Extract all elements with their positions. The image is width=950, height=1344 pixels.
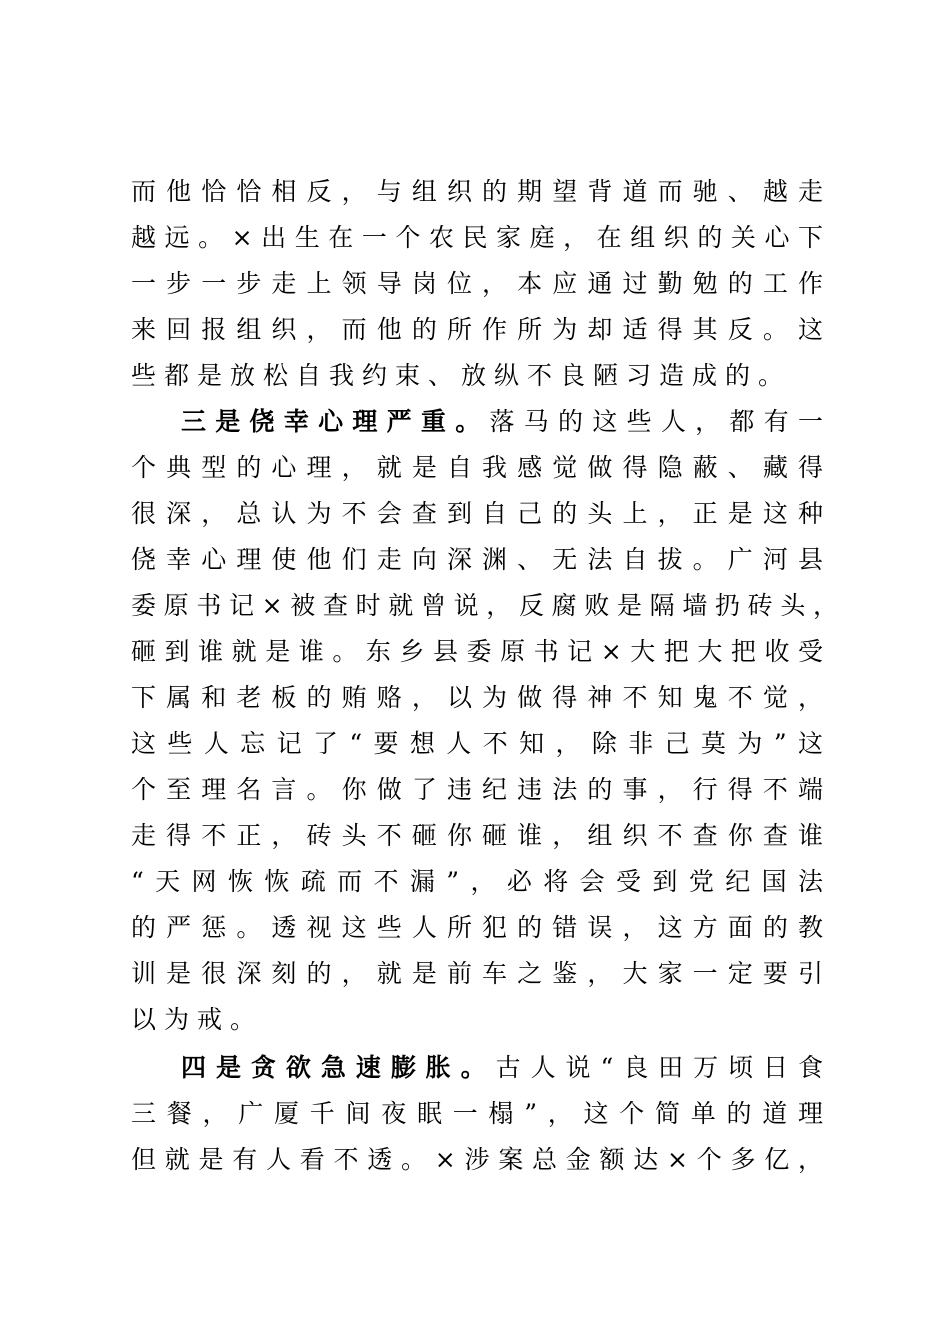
- text-line: 三餐，广厦千间夜眠一榻”，这个简单的道理: [131, 1099, 831, 1128]
- text-line: 委原书记×被查时就曾说，反腐败是隔墙扔砖头，: [131, 591, 843, 620]
- paragraph-heading: 三是侥幸心理严重。: [181, 407, 490, 436]
- text-line: 下属和老板的贿赂，以为做得神不知鬼不觉，: [131, 683, 831, 712]
- text-line: 来回报组织，而他的所作所为却适得其反。这: [131, 315, 831, 344]
- text-line: 这些人忘记了“要想人不知，除非己莫为”这: [131, 729, 831, 758]
- paragraph-first-line: [181, 1052, 831, 1084]
- paragraph-heading: 四是贪欲急速膨胀。: [181, 1053, 496, 1082]
- text-line: 越远。×出生在一个农民家庭，在组织的关心下: [131, 223, 831, 252]
- text-line: 砸到谁就是谁。东乡县委原书记×大把大把收受: [131, 637, 831, 666]
- text-line: 一步一步走上领导岗位，本应通过勤勉的工作: [131, 269, 831, 298]
- text-line: 但就是有人看不透。×涉案总金额达×个多亿，: [131, 1145, 831, 1174]
- text-line: 侥幸心理使他们走向深渊、无法自拔。广河县: [131, 545, 831, 574]
- text-line: 个至理名言。你做了违纪违法的事，行得不端: [131, 775, 831, 804]
- text-line: 训是很深刻的，就是前车之鉴，大家一定要引: [131, 959, 831, 988]
- text-line: 的严惩。透视这些人所犯的错误，这方面的教: [131, 913, 831, 942]
- text-line: 走得不正，砖头不砸你砸谁，组织不查你查谁: [131, 821, 831, 850]
- text-line: 以为戒。: [131, 1005, 264, 1034]
- text-line: 个典型的心理，就是自我感觉做得隐蔽、藏得: [131, 453, 831, 482]
- text-line: 很深，总认为不会查到自己的头上，正是这种: [131, 499, 831, 528]
- text-line: 些都是放松自我约束、放纵不良陋习造成的。: [131, 361, 792, 390]
- paragraph-text: 落马的这些人，都有一: [489, 407, 831, 436]
- paragraph-first-line: [181, 406, 831, 438]
- paragraph-text: 古人说“良田万顷日食: [495, 1053, 831, 1082]
- text-line: “天网恢恢疏而不漏”，必将会受到党纪国法: [131, 867, 831, 896]
- text-line: 而他恰恰相反，与组织的期望背道而驰、越走: [131, 177, 831, 206]
